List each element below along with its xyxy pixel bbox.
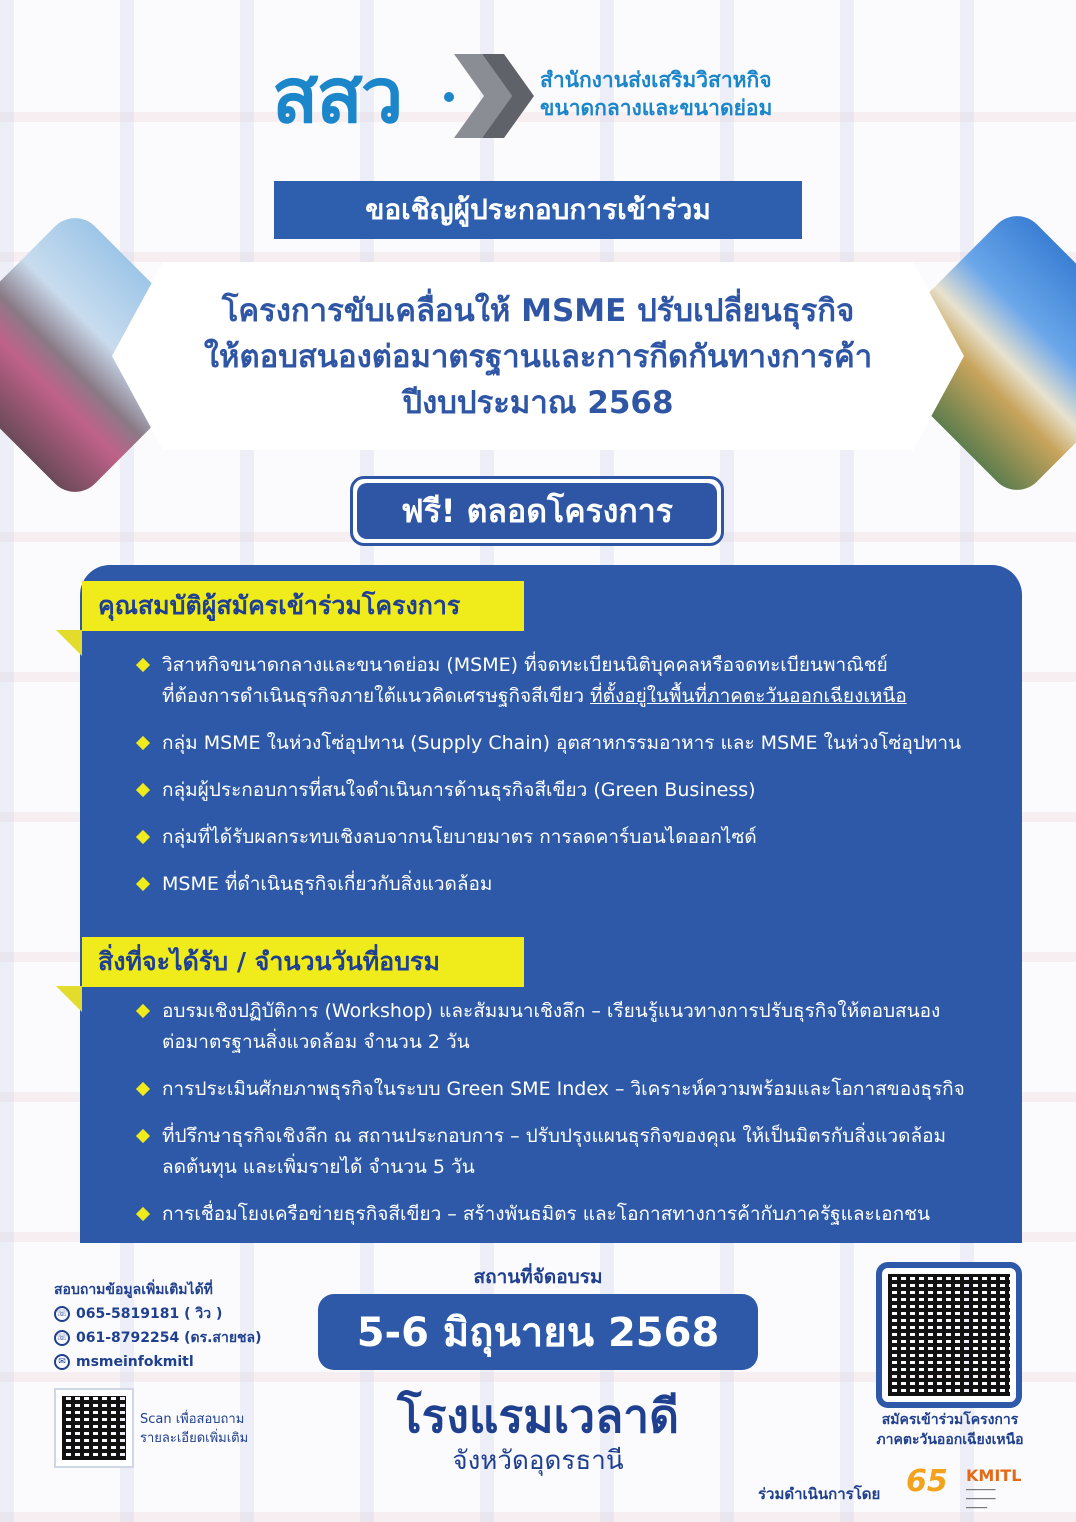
list-item-text: ต่อมาตรฐานสิ่งแวดล้อม จำนวน 2 วัน xyxy=(162,1031,470,1053)
phone-number[interactable]: 065-5819181 ( วิว ) xyxy=(76,1306,223,1322)
invite-banner: ขอเชิญผู้ประกอบการเข้าร่วม xyxy=(274,181,802,239)
list-item xyxy=(138,650,998,712)
list-item-text: MSME ที่ดำเนินธุรกิจเกี่ยวกับสิ่งแวดล้อม xyxy=(162,873,493,895)
scan-caption-line1: Scan เพื่อสอบถาม xyxy=(140,1412,245,1427)
kmitl-logo xyxy=(906,1464,1026,1512)
kmitl-subtitle-graphic: ━━━━━━━ ━━━━━━━ ━━━━━ xyxy=(966,1486,996,1512)
logo-org-name xyxy=(540,66,772,122)
venue-label: สถานที่จัดอบรม xyxy=(473,1266,603,1288)
contact-info xyxy=(54,1278,262,1374)
list-item-text xyxy=(162,681,998,712)
qualifications-list xyxy=(138,650,998,916)
project-title-line3: ปีงบประมาณ 2568 xyxy=(402,385,674,421)
venue-hotel: โรงแรมเวลาดี xyxy=(397,1389,679,1443)
list-item xyxy=(138,1199,1000,1230)
project-title-line2: ให้ตอบสนองต่อมาตรฐานและการกีดกันทางการค้า xyxy=(203,339,873,375)
contact-qr-code[interactable] xyxy=(56,1390,132,1466)
list-item-text: การประเมินศักยภาพธุรกิจในระบบ Green SME Index – วิเคราะห์ความพร้อมและโอกาสของธุรกิจ xyxy=(162,1078,965,1100)
list-item-text-part: ที่ต้องการดำเนินธุรกิจภายใต้แนวคิดเศรษฐกิจสีเขียว xyxy=(162,685,585,707)
register-caption-line1: สมัครเข้าร่วมโครงการ xyxy=(881,1412,1019,1428)
list-item-text: ลดต้นทุน และเพิ่มรายได้ จำนวน 5 วัน xyxy=(162,1156,475,1178)
contact-phone1 xyxy=(54,1302,262,1326)
list-item xyxy=(138,869,998,900)
list-item xyxy=(138,775,998,806)
benefits-list xyxy=(138,996,1000,1246)
list-item-text-highlight: ที่ตั้งอยู่ในพื้นที่ภาคตะวันออกเฉียงเหนือ xyxy=(590,685,907,707)
logo-org-line2: ขนาดกลางและขนาดย่อม xyxy=(540,96,773,120)
register-caption-line2: ภาคตะวันออกเฉียงเหนือ xyxy=(876,1432,1024,1448)
partner-label: ร่วมดำเนินการโดย xyxy=(758,1485,881,1503)
list-item-text: การเชื่อมโยงเครือข่ายธุรกิจสีเขียว – สร้างพันธมิตร และโอกาสทางการค้ากับภาครัฐและเอกชน xyxy=(162,1203,931,1225)
register-caption xyxy=(852,1410,1048,1450)
list-item-text: กลุ่ม MSME ในห่วงโซ่อุปทาน (Supply Chain) อุตสาหกรรมอาหาร และ MSME ในห่วงโซ่อุปทาน xyxy=(162,732,962,754)
scan-caption xyxy=(140,1410,248,1448)
list-item xyxy=(138,822,998,853)
list-item-text: ที่ปรึกษาธุรกิจเชิงลึก ณ สถานประกอบการ – ปรับปรุงแผนธุรกิจของคุณ ให้เป็นมิตรกับสิ่งแวดล้อม xyxy=(162,1125,947,1147)
logo-org-line1: สำนักงานส่งเสริมวิสาหกิจ xyxy=(540,68,772,92)
contact-heading: สอบถามข้อมูลเพิ่มเติมได้ที่ xyxy=(54,1282,213,1298)
register-qr-code[interactable] xyxy=(882,1268,1016,1402)
list-item-text: วิสาหกิจขนาดกลางและขนาดย่อม (MSME) ที่จดทะเบียนนิติบุคคลหรือจดทะเบียนพาณิชย์ xyxy=(162,654,888,676)
phone-icon: ☏ xyxy=(54,1306,70,1322)
project-title xyxy=(112,288,964,426)
qualifications-heading: คุณสมบัติผู้สมัครเข้าร่วมโครงการ xyxy=(82,581,524,631)
benefits-heading: สิ่งที่จะได้รับ / จำนวนวันที่อบรม xyxy=(82,937,524,987)
list-item xyxy=(138,996,1000,1058)
list-item xyxy=(138,1074,1000,1105)
kmitl-65-mark: 65 xyxy=(906,1464,948,1499)
project-title-line1: โครงการขับเคลื่อนให้ MSME ปรับเปลี่ยนธุรกิจ xyxy=(221,293,855,329)
phone-number[interactable]: 061-8792254 (ดร.สายชล) xyxy=(76,1330,262,1346)
list-item xyxy=(138,728,998,759)
logo-wordmark: สสว xyxy=(272,51,402,140)
osmep-logo xyxy=(272,52,812,142)
phone-icon: ☏ xyxy=(54,1330,70,1346)
contact-phone2 xyxy=(54,1326,262,1350)
scan-caption-line2: รายละเอียดเพิ่มเติม xyxy=(140,1431,249,1446)
list-item-text: อบรมเชิงปฏิบัติการ (Workshop) และสัมมนาเชิงลึก – เรียนรู้แนวทางการปรับธุรกิจให้ตอบสนอง xyxy=(162,1000,941,1022)
logo-dot xyxy=(444,92,454,102)
list-item xyxy=(138,1121,1000,1183)
list-item-text: กลุ่มผู้ประกอบการที่สนใจดำเนินการด้านธุรกิจสีเขียว (Green Business) xyxy=(162,779,756,801)
list-item-text: กลุ่มที่ได้รับผลกระทบเชิงลบจากนโยบายมาตร การลดคาร์บอนไดออกไซด์ xyxy=(162,826,757,848)
contact-line xyxy=(54,1350,262,1374)
line-id[interactable]: msmeinfokmitl xyxy=(76,1354,194,1370)
kmitl-name: KMITL xyxy=(966,1466,1022,1485)
chevron-right-icon xyxy=(454,54,534,138)
event-date: 5-6 มิถุนายน 2568 xyxy=(318,1294,758,1370)
venue-province: จังหวัดอุดรธานี xyxy=(452,1446,624,1476)
line-app-icon: ✉ xyxy=(54,1354,70,1370)
free-label: ฟรี! ตลอดโครงการ xyxy=(357,483,717,539)
free-badge xyxy=(350,476,724,546)
